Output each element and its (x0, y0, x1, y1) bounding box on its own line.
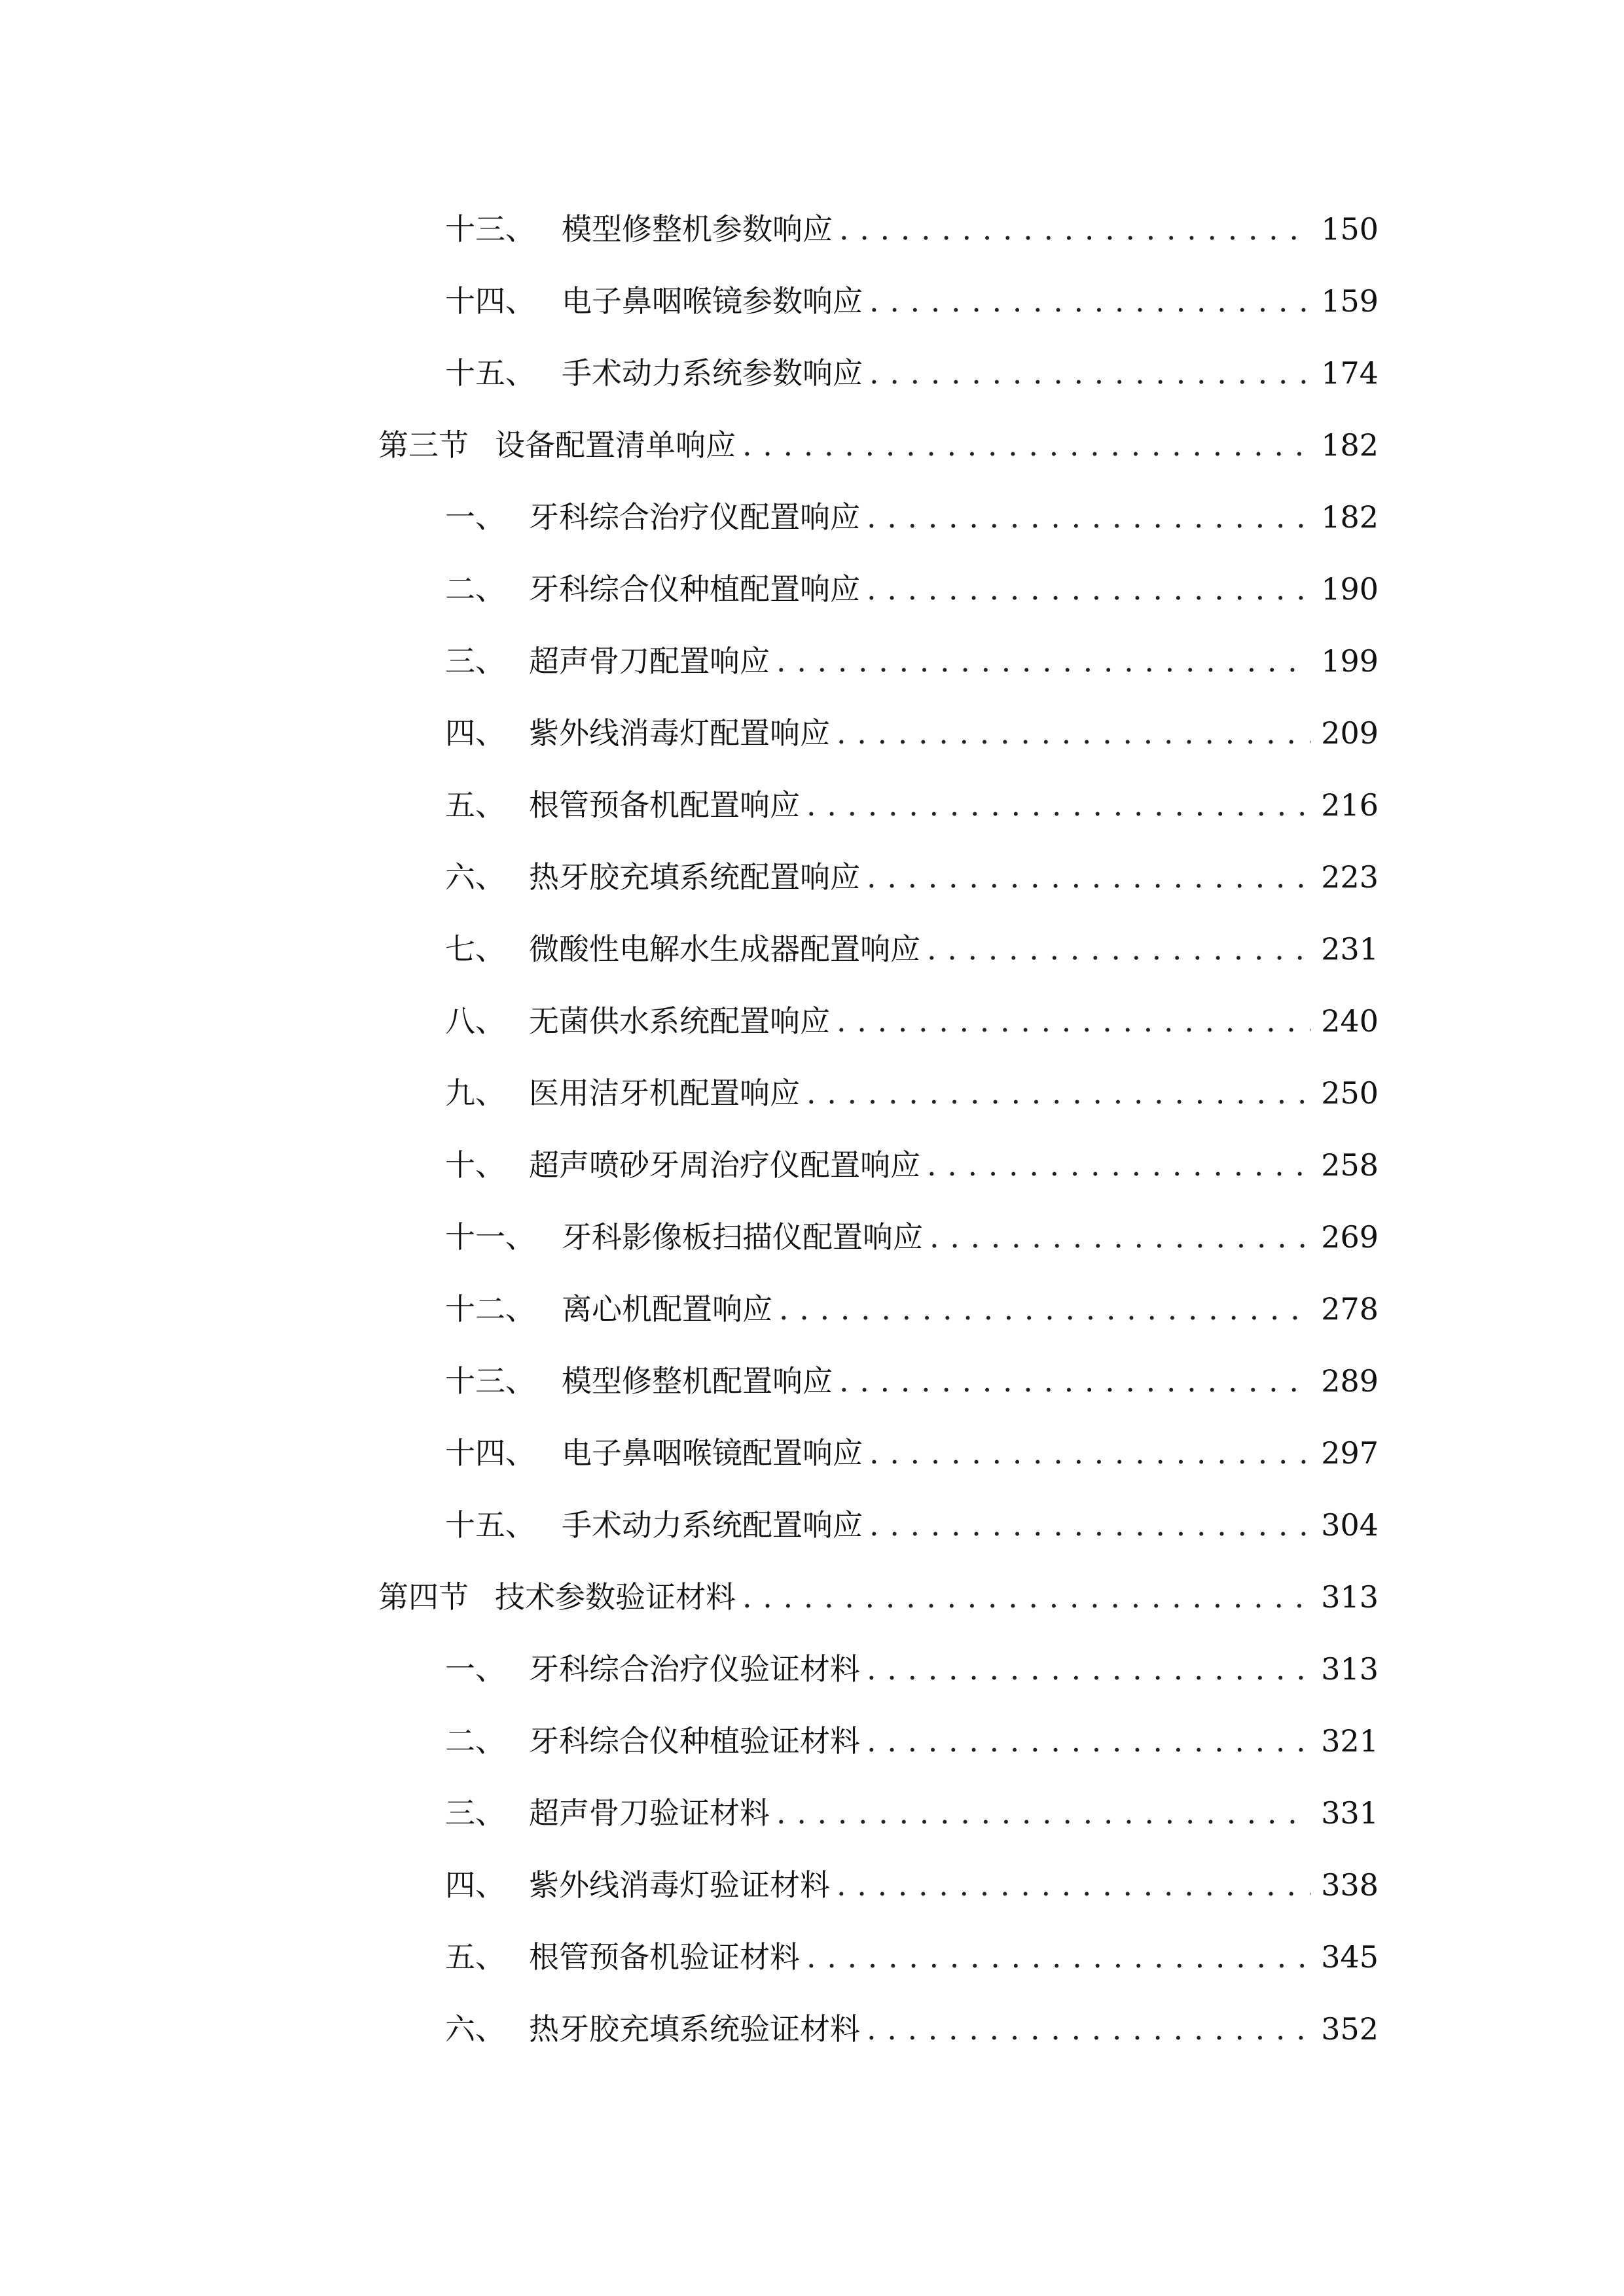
toc-entry-page: 174 (1321, 355, 1379, 391)
dot-leader (867, 494, 1310, 540)
toc-entry-page: 352 (1321, 2011, 1379, 2047)
toc-entry[interactable] (445, 926, 1379, 972)
toc-entry[interactable] (445, 2006, 1379, 2052)
toc-section-number: 第三节 (378, 427, 469, 463)
toc-entry-page: 313 (1321, 1651, 1379, 1687)
toc-entry-number: 十五、 (445, 355, 535, 391)
dot-leader (837, 1862, 1310, 1908)
toc-entry[interactable] (445, 1502, 1379, 1548)
dot-leader (867, 1646, 1310, 1692)
toc-entry-number: 十三、 (445, 1363, 535, 1399)
toc-entry[interactable] (445, 1070, 1379, 1116)
toc-entry-number: 二、 (445, 571, 505, 607)
toc-entry-title: 热牙胶充填系统验证材料 (529, 2011, 860, 2047)
toc-entry-page: 159 (1321, 283, 1379, 319)
toc-entry-number: 十四、 (445, 1435, 535, 1471)
toc-entry-page: 304 (1321, 1507, 1379, 1543)
toc-entry-title: 电子鼻咽喉镜配置响应 (562, 1435, 863, 1471)
toc-entry[interactable] (445, 1934, 1379, 1980)
toc-entry-number: 十四、 (445, 283, 535, 319)
toc-entry-title: 根管预备机验证材料 (529, 1939, 800, 1975)
dot-leader (867, 2006, 1310, 2052)
toc-section-title: 设备配置清单响应 (495, 427, 736, 463)
toc-entry-number: 四、 (445, 1867, 505, 1903)
dot-leader (742, 422, 1310, 468)
dot-leader (837, 710, 1310, 756)
toc-entry-number: 八、 (445, 1003, 505, 1039)
toc-entry[interactable] (445, 1430, 1379, 1476)
toc-entry-title: 根管预备机配置响应 (529, 787, 800, 823)
toc-entry[interactable] (445, 1646, 1379, 1692)
toc-entry-title: 牙科综合仪种植验证材料 (529, 1723, 860, 1759)
toc-entry[interactable] (445, 350, 1379, 396)
toc-entry-page: 345 (1321, 1939, 1379, 1975)
dot-leader (839, 206, 1310, 252)
toc-entry-title: 紫外线消毒灯验证材料 (529, 1867, 830, 1903)
dot-leader (779, 1286, 1310, 1332)
toc-entry-page: 182 (1321, 499, 1379, 535)
toc-entry-page: 338 (1321, 1867, 1379, 1903)
toc-entry-title: 紫外线消毒灯配置响应 (529, 715, 830, 751)
dot-leader (839, 1358, 1310, 1404)
dot-leader (869, 1502, 1310, 1548)
toc-entry-title: 牙科综合仪种植配置响应 (529, 571, 860, 607)
toc-entry-number: 一、 (445, 499, 505, 535)
toc-entry-title: 模型修整机配置响应 (562, 1363, 833, 1399)
dot-leader (806, 782, 1310, 828)
toc-entry[interactable] (445, 1286, 1379, 1332)
toc-entry[interactable] (445, 494, 1379, 540)
toc-entry-page: 150 (1321, 211, 1379, 247)
toc-entry[interactable] (445, 638, 1379, 684)
dot-leader (806, 1070, 1310, 1116)
dot-leader (742, 1574, 1310, 1620)
toc-entry-title: 微酸性电解水生成器配置响应 (529, 931, 920, 967)
toc-entry-number: 十三、 (445, 211, 535, 247)
toc-section-title: 技术参数验证材料 (495, 1579, 736, 1615)
dot-leader (776, 1790, 1310, 1836)
toc-entry-page: 321 (1321, 1723, 1379, 1759)
dot-leader (867, 854, 1310, 900)
toc-entry-number: 五、 (445, 787, 505, 823)
toc-entry-title: 离心机配置响应 (562, 1291, 772, 1327)
toc-entry[interactable] (445, 278, 1379, 324)
toc-entry-title: 牙科综合治疗仪验证材料 (529, 1651, 860, 1687)
toc-entry-number: 十二、 (445, 1291, 535, 1327)
toc-entry[interactable] (445, 998, 1379, 1044)
toc-entry-title: 手术动力系统参数响应 (562, 355, 863, 391)
dot-leader (867, 566, 1310, 612)
toc-entry-page: 269 (1321, 1219, 1379, 1255)
toc-entry-title: 超声骨刀验证材料 (529, 1795, 770, 1831)
dot-leader (869, 278, 1310, 324)
toc-entry-title: 超声喷砂牙周治疗仪配置响应 (529, 1147, 920, 1183)
toc-entry-number: 十五、 (445, 1507, 535, 1543)
toc-entry-number: 六、 (445, 2011, 505, 2047)
toc-entry[interactable] (445, 1862, 1379, 1908)
toc-entry[interactable] (445, 566, 1379, 612)
toc-entry-page: 209 (1321, 715, 1379, 751)
toc-entry-page: 297 (1321, 1435, 1379, 1471)
toc-entry-title: 热牙胶充填系统配置响应 (529, 859, 860, 895)
toc-entry-title: 超声骨刀配置响应 (529, 643, 770, 679)
toc-entry[interactable] (445, 710, 1379, 756)
toc-entry-title: 无菌供水系统配置响应 (529, 1003, 830, 1039)
toc-entry-page: 313 (1321, 1579, 1379, 1615)
toc-entry-page: 278 (1321, 1291, 1379, 1327)
toc-entry-page: 216 (1321, 787, 1379, 823)
dot-leader (929, 1214, 1310, 1260)
toc-entry-page: 250 (1321, 1075, 1379, 1111)
toc-entry-page: 240 (1321, 1003, 1379, 1039)
dot-leader (806, 1934, 1310, 1980)
toc-entry-page: 199 (1321, 643, 1379, 679)
toc-entry-page: 182 (1321, 427, 1379, 463)
toc-entry-title: 模型修整机参数响应 (562, 211, 833, 247)
toc-entry[interactable] (445, 1790, 1379, 1836)
toc-entry-page: 258 (1321, 1147, 1379, 1183)
toc-entry-page: 223 (1321, 859, 1379, 895)
dot-leader (837, 998, 1310, 1044)
toc-entry[interactable] (445, 782, 1379, 828)
toc-entry-page: 289 (1321, 1363, 1379, 1399)
toc-entry-title: 牙科综合治疗仪配置响应 (529, 499, 860, 535)
toc-entry-title: 牙科影像板扫描仪配置响应 (562, 1219, 923, 1255)
toc-entry-number: 十、 (445, 1147, 505, 1183)
toc-entry-number: 三、 (445, 643, 505, 679)
dot-leader (927, 926, 1310, 972)
toc-entry-title: 手术动力系统配置响应 (562, 1507, 863, 1543)
dot-leader (869, 1430, 1310, 1476)
toc-entry-number: 一、 (445, 1651, 505, 1687)
dot-leader (869, 350, 1310, 396)
toc-section-entry[interactable] (378, 422, 1379, 468)
toc-entry-number: 六、 (445, 859, 505, 895)
toc-entry-page: 231 (1321, 931, 1379, 967)
toc-entry[interactable] (445, 1142, 1379, 1188)
toc-entry[interactable] (445, 1358, 1379, 1404)
toc-entry[interactable] (445, 854, 1379, 900)
dot-leader (776, 638, 1310, 684)
toc-entry-number: 四、 (445, 715, 505, 751)
dot-leader (927, 1142, 1310, 1188)
toc-entry[interactable] (445, 1214, 1379, 1260)
toc-entry-number: 三、 (445, 1795, 505, 1831)
toc-entry-title: 医用洁牙机配置响应 (529, 1075, 800, 1111)
toc-entry-page: 331 (1321, 1795, 1379, 1831)
toc-entry-title: 电子鼻咽喉镜参数响应 (562, 283, 863, 319)
toc-entry[interactable] (445, 1718, 1379, 1764)
toc-entry-number: 二、 (445, 1723, 505, 1759)
toc-section-number: 第四节 (378, 1579, 469, 1615)
toc-section-entry[interactable] (378, 1574, 1379, 1620)
dot-leader (867, 1718, 1310, 1764)
toc-entry[interactable] (445, 206, 1379, 252)
toc-entry-page: 190 (1321, 571, 1379, 607)
toc-entry-number: 九、 (445, 1075, 505, 1111)
toc-entry-number: 七、 (445, 931, 505, 967)
toc-entry-number: 十一、 (445, 1219, 535, 1255)
toc-entry-number: 五、 (445, 1939, 505, 1975)
